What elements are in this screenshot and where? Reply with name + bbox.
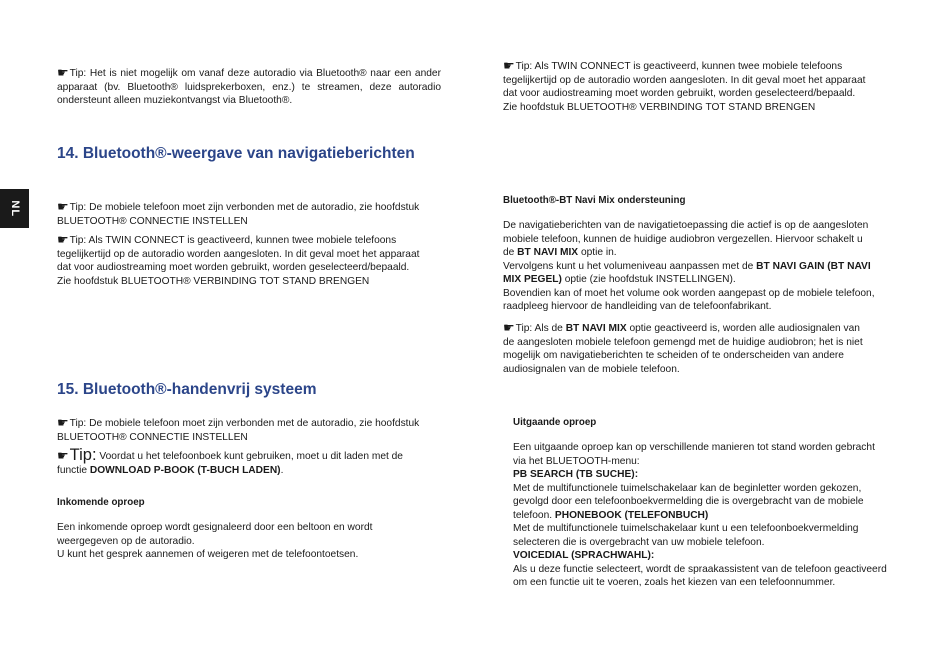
tip-twin-connect: ☛ Tip: Als TWIN CONNECT is geactiveerd, kunnen twee mobiele telefoons tegelijkertijd op de autoradio worden aangesloten. In dit geval moet het apparaat dat voor audiostreaming moet worden gebruikt, worden geselecteerd/bepaald. Zie hoofdstuk BLUETOOTH® VERBINDING TOT STAND BRENGEN (503, 58, 866, 113)
navi-mix-heading: Bluetooth®-BT Navi Mix ondersteuning (503, 195, 686, 206)
section-14-tip-connection: ☛ Tip: De mobiele telefoon moet zijn verbonden met de autoradio, zie hoofdstuk BLUETOOTH® CONNECTIE INSTELLEN (57, 199, 420, 227)
pointing-hand-icon: ☛ (57, 448, 68, 463)
section-14-title: 14. Bluetooth®-weergave van navigatieberichten (57, 145, 415, 162)
section-15-tip-phonebook: ☛ Tip: Voordat u het telefoonboek kunt gebruiken, moet u dit laden met de functie DOWNLOAD P-BOOK (T-BUCH LADEN). (57, 446, 403, 476)
pointing-hand-icon: ☛ (57, 232, 68, 247)
navi-mix-tip: ☛ Tip: Als de BT NAVI MIX optie geactiveerd is, worden alle audiosignalen van de aangesloten mobiele telefoon gemengd met de huidige audiobron; het is niet mogelijk om navigatieberichten te scheiden of te onderscheiden van andere audiosignalen van de mobiele telefoon. (503, 320, 863, 375)
voicedial-title: VOICEDIAL (SPRACHWAHL): (513, 550, 655, 561)
pointing-hand-icon: ☛ (503, 58, 514, 73)
language-tab-label: NL (9, 200, 22, 217)
incoming-call-heading: Inkomende oproep (57, 497, 145, 508)
navi-mix-text: De navigatieberichten van de navigatietoepassing die actief is op de aangesloten mobiele telefoon, kunnen de huidige audiobron vergezellen. Hiervoor schakelt u de BT NAVI MIX optie in. Vervolgens kunt u het volumeniveau aanpassen met de BT NAVI GAIN (BT NAVI MIX PEGEL) optie (zie hoofdstuk INSTELLINGEN). Bovendien kan of moet het volume ook worden aangepast op de mobiele telefoon, raadpleeg hiervoor de handleiding van de telefoonfabrikant. (503, 220, 875, 312)
pointing-hand-icon: ☛ (57, 415, 68, 430)
tip-no-streaming: ☛ Tip: Het is niet mogelijk om vanaf deze autoradio via Bluetooth® naar een ander apparaat (bv. Bluetooth® luidsprekerboxen, enz.) te streamen, deze autoradio ondersteunt alleen muziekontvangst via Bluetooth®. (57, 65, 441, 106)
pb-search-title: PB SEARCH (TB SUCHE): (513, 469, 639, 480)
section-15-tip-connection: ☛ Tip: De mobiele telefoon moet zijn verbonden met de autoradio, zie hoofdstuk BLUETOOTH® CONNECTIE INSTELLEN (57, 415, 420, 443)
section-14-tip-twin-connect: ☛ Tip: Als TWIN CONNECT is geactiveerd, kunnen twee mobiele telefoons tegelijkertijd op de autoradio worden aangesloten. In dit geval moet het apparaat dat voor audiostreaming moet worden gebruikt, worden geselecteerd/bepaald. Zie hoofdstuk BLUETOOTH® VERBINDING TOT STAND BRENGEN (57, 232, 420, 287)
language-tab (0, 189, 29, 228)
section-15-title: 15. Bluetooth®-handenvrij systeem (57, 381, 317, 398)
incoming-call-text: Een inkomende oproep wordt gesignaleerd door een beltoon en wordt weergegeven op de autoradio. U kunt het gesprek aannemen of weigeren met de telefoontoetsen. (57, 522, 373, 560)
phonebook-title: PHONEBOOK (TELEFONBUCH) (554, 509, 709, 521)
outgoing-call-text: Een uitgaande oproep kan op verschillende manieren tot stand worden gebracht via het BLUETOOTH-menu: PB SEARCH (TB SUCHE): Met de multifunctionele tuimelschakelaar kan de beginletter worden gekozen, gevolgd door een telefoonboekvermelding die is overgebracht van de mobiele telefoon. PHONEBOOK (TELEFONBUCH) Met de multifunctionele tuimelschakelaar kunt u een telefoonboekvermelding selecteren die is overgebracht van uw mobiele telefoon. VOICEDIAL (SPRACHWAHL): Als u deze functie selecteert, wordt de spraakassistent van de telefoon geactiveerd om een functie uit te voeren, zoals het kiezen van een telefoonnummer. (513, 442, 887, 588)
outgoing-call-heading: Uitgaande oproep (513, 417, 597, 428)
pointing-hand-icon: ☛ (57, 199, 68, 214)
pointing-hand-icon: ☛ (503, 320, 514, 335)
pointing-hand-icon: ☛ (57, 65, 68, 80)
